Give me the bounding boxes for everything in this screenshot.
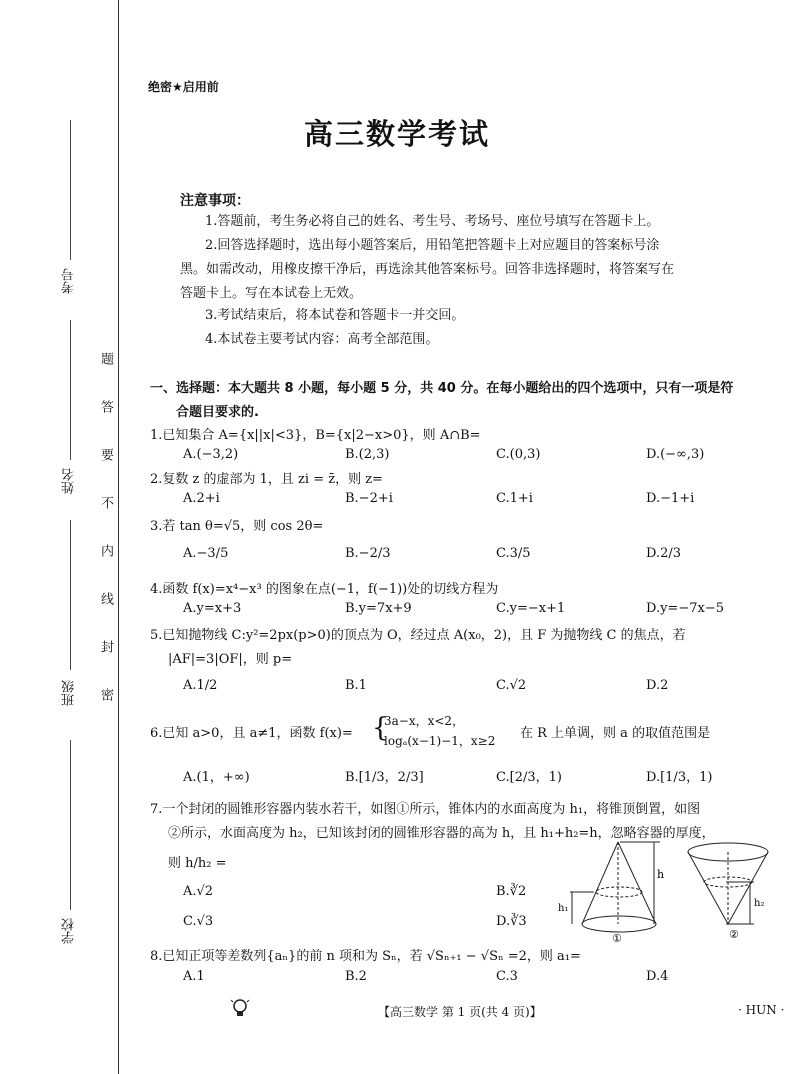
q1-option-b: B.(2,3) [345,447,390,462]
question-3: 3.若 tan θ=√5，则 cos 2θ= [150,519,324,534]
notice-item: 2.回答选择题时，选出每小题答案后，用铅笔把答题卡上对应题目的答案标号涂 [205,238,660,253]
q6-piece-1: 3a−x，x<2， [384,714,465,728]
exam-no-label: 考号 [62,268,77,294]
q4-option-b: B.y=7x+9 [345,601,412,616]
q5-option-c: C.√2 [496,678,527,693]
q1-option-a: A.(−3,2) [183,447,239,462]
question-5: 5.已知抛物线 C:y²=2px(p>0)的顶点为 O，经过点 A(x₀，2)，且 F 为抛物线 C 的焦点，若 [150,628,686,643]
page-title: 高三数学考试 [303,117,490,151]
question-7: 7.一个封闭的圆锥形容器内装水若干，如图①所示，锥体内的水面高度为 h₁，将锥顶倒置，如图 [150,802,701,817]
q7-option-c: C.√3 [183,914,214,929]
question-8: 8.已知正项等差数列{aₙ}的前 n 项和为 Sₙ，若 √Sₙ₊₁ − √Sₙ =2，则 a₁= [150,949,581,964]
q2-option-d: D.−1+i [646,491,695,506]
q1-option-c: C.(0,3) [496,447,541,462]
question-7-ratio: 则 h/h₂ = [168,856,227,871]
notice-item: 1.答题前，考生务必将自己的姓名、考生号、考场号、座位号填写在答题卡上。 [205,214,660,229]
seal-char: 答 [98,400,113,413]
notice-item: 4.本试卷主要考试内容：高考全部范围。 [205,332,439,347]
class-label: 班级 [62,680,77,706]
school-label: 学校 [62,918,77,944]
seal-char: 封 [98,640,113,653]
notice-item: 黑。如需改动，用橡皮擦干净后，再选涂其他答案标号。回答非选择题时，将答案写在 [180,262,675,277]
question-5-cont: |AF|=3|OF|，则 p= [168,652,293,667]
q1-option-d: D.(−∞,3) [646,447,705,462]
section-heading [150,377,733,425]
seal-char: 密 [98,688,113,701]
q6-option-b: B.[1/3，2/3] [345,770,424,785]
q3-option-a: A.−3/5 [183,546,229,561]
q3-option-b: B.−2/3 [345,546,391,561]
paper-code: · HUN · [738,1003,785,1017]
q5-option-d: D.2 [646,678,669,693]
brace-glyph: { [372,713,389,743]
binding-line [118,0,119,1074]
question-1: 1.已知集合 A={x||x|<3}，B={x|2−x>0}，则 A∩B= [150,428,481,443]
name-label: 姓名 [62,468,77,494]
page-footer: 【高三数学 第 1 页(共 4 页)】 [378,1005,542,1019]
fig1-h-label: h [657,868,665,881]
q2-option-c: C.1+i [496,491,533,506]
q4-option-a: A.y=x+3 [183,601,242,616]
question-2: 2.复数 z 的虚部为 1，且 zi = z̄，则 z= [150,472,383,487]
seal-char: 题 [98,352,113,365]
seal-char: 线 [98,592,113,605]
lightbulb-icon [230,998,250,1020]
question-6: 6.已知 a>0，且 a≠1，函数 f(x)= [150,726,353,741]
confidential-mark: 绝密★启用前 [148,80,219,94]
fig2-number: ② [729,928,739,941]
cone-figures [548,838,788,946]
class-line [70,520,71,670]
name-line [70,320,71,460]
cone-figure-1 [570,842,660,932]
q8-option-c: C.3 [496,969,518,984]
seal-char: 不 [98,496,113,509]
cone-figure-2 [688,843,768,924]
notice-heading: 注意事项： [180,193,250,209]
q6-option-c: C.[2/3，1) [496,770,562,785]
q4-option-c: C.y=−x+1 [496,601,566,616]
seal-char: 要 [98,448,113,461]
fig2-h2-label: h₂ [754,898,765,909]
section-line-2: 合题目要求的. [176,405,259,420]
q6-option-d: D.[1/3，1) [646,770,713,785]
q5-option-a: A.1/2 [183,678,218,693]
q8-option-b: B.2 [345,969,367,984]
q8-option-d: D.4 [646,969,669,984]
q2-option-b: B.−2+i [345,491,393,506]
notice-item: 3.考试结束后，将本试卷和答题卡一并交回。 [205,308,465,323]
question-4: 4.函数 f(x)=x⁴−x³ 的图象在点(−1，f(−1))处的切线方程为 [150,582,499,597]
q4-option-d: D.y=−7x−5 [646,601,724,616]
q3-option-c: C.3/5 [496,546,531,561]
notice-item: 答题卡上。写在本试卷上无效。 [180,286,363,301]
fig1-h1-label: h₁ [558,903,569,914]
question-6-tail: 在 R 上单调，则 a 的取值范围是 [520,726,711,741]
q2-option-a: A.2+i [183,491,220,506]
q5-option-b: B.1 [345,678,367,693]
q7-option-d: D.∛3 [496,914,527,929]
q3-option-d: D.2/3 [646,546,682,561]
q6-piece-2: logₐ(x−1)−1，x≥2 [384,734,496,748]
q7-option-b: B.∛2 [496,884,527,899]
q8-option-a: A.1 [183,969,205,984]
q7-option-a: A.√2 [183,884,214,899]
section-line-1: 一、选择题：本大题共 8 小题，每小题 5 分，共 40 分。在每小题给出的四个选项中，只有一项是符 [150,381,734,396]
question-7-cont: ②所示，水面高度为 h₂，已知该封闭的圆锥形容器的高为 h，且 h₁+h₂=h，忽略容器的厚度， [168,826,715,841]
seal-char: 内 [98,544,113,557]
school-line [70,740,71,910]
fig1-number: ① [612,932,622,945]
q6-option-a: A.(1，+∞) [183,770,250,785]
